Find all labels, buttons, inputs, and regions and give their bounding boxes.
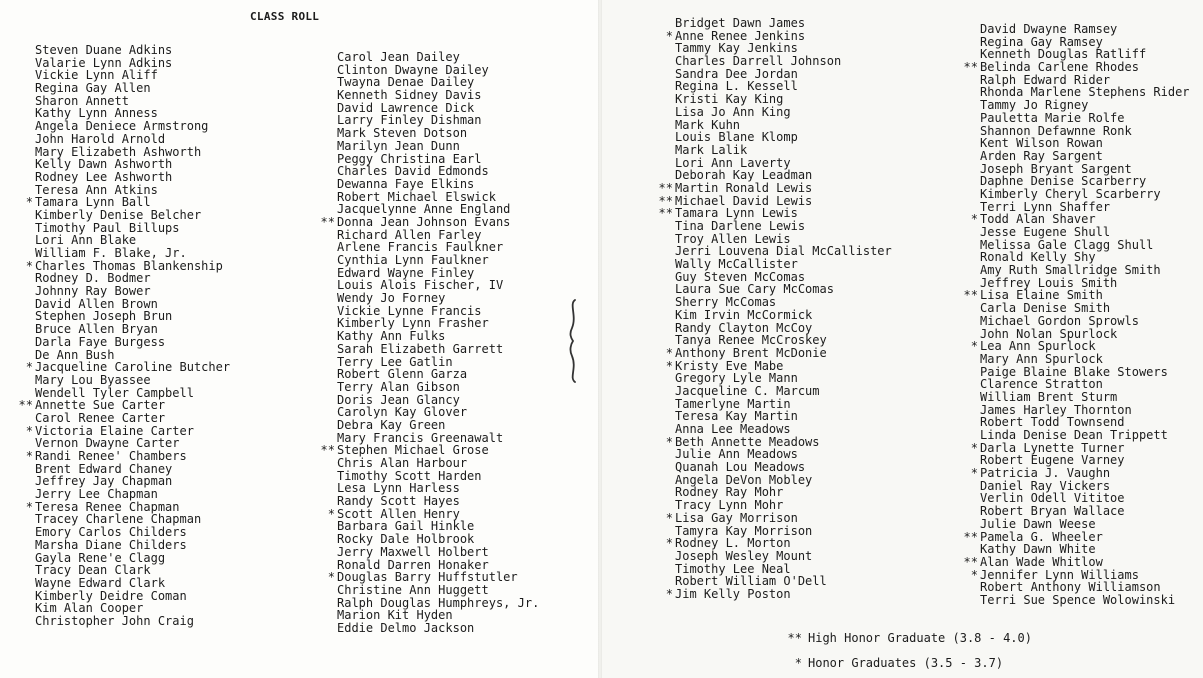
student-name-text: Michael Gordon Sprowls — [980, 313, 1139, 328]
student-name-text: Quanah Lou Meadows — [675, 460, 806, 475]
student-name-text: Robert Todd Townsend — [980, 415, 1125, 430]
student-name-text: Linda Denise Dean Trippett — [980, 428, 1168, 442]
student-name-text: Kelly Dawn Ashworth — [35, 157, 173, 172]
student-name-text: Tracy Lynn Mohr — [675, 498, 784, 513]
student-name-text: Melissa Gale Clagg Shull — [980, 237, 1154, 252]
student-name-text: Clinton Dwayne Dailey — [337, 62, 489, 77]
student-name-text: Regina Gay Ramsey — [980, 34, 1103, 49]
name-column-3 — [658, 16, 892, 601]
student-name-text: Daniel Ray Vickers — [980, 478, 1111, 493]
student-name-text: Beth Annette Meadows — [675, 434, 820, 449]
student-name-text: Arden Ray Sargent — [980, 148, 1103, 163]
student-name-text: Tammy Jo Rigney — [980, 98, 1089, 113]
student-name-text: Valarie Lynn Adkins — [35, 55, 173, 70]
student-name-text: Randy Scott Hayes — [337, 494, 460, 509]
student-name-text: Carla Denise Smith — [980, 301, 1111, 316]
student-name-text: Mark Lalik — [675, 142, 748, 157]
student-name-text: Edward Wayne Finley — [337, 265, 475, 280]
student-name-text: Carol Renee Carter — [35, 410, 166, 425]
student-name-text: Anna Lee Meadows — [675, 422, 791, 436]
student-name-text: Vickie Lynne Francis — [337, 303, 482, 318]
honor-mark: * — [665, 586, 673, 601]
student-name-text: Chris Alan Harbour — [337, 456, 468, 470]
honor-mark: * — [25, 360, 33, 375]
student-name-text: Sarah Elizabeth Garrett — [337, 341, 504, 356]
student-name-text: Terry Alan Gibson — [337, 379, 460, 394]
student-name-text: Marilyn Jean Dunn — [337, 138, 460, 153]
student-name-text: Louis Alois Fischer, IV — [337, 278, 504, 293]
honor-mark: ** — [658, 206, 673, 221]
student-name-text: Carol Jean Dailey — [337, 50, 460, 64]
student-name-text: Tamerlyne Martin — [675, 396, 791, 411]
student-name-text: Jesse Eugene Shull — [980, 225, 1111, 239]
student-name-text: Christine Ann Huggett — [337, 582, 489, 597]
student-name-text: Kathy Lynn Anness — [35, 106, 158, 121]
student-name — [665, 586, 892, 601]
student-name-text: Kathy Dawn White — [980, 542, 1096, 557]
student-name-text: Robert Anthony Williamson — [980, 580, 1161, 595]
student-name-text: William Brent Sturm — [980, 389, 1118, 404]
student-name-text: Gregory Lyle Mann — [675, 371, 798, 386]
student-name-text: Laura Sue Cary McComas — [675, 282, 834, 297]
student-name-text: Marsha Diane Childers — [35, 537, 187, 552]
name-column-2 — [320, 50, 540, 635]
student-name-text: Lori Ann Laverty — [675, 155, 791, 170]
honor-mark: * — [25, 499, 33, 514]
student-name — [35, 615, 230, 628]
student-name-text: Carolyn Kay Glover — [337, 405, 468, 420]
student-name-text: Jeffrey Jay Chapman — [35, 474, 173, 489]
student-name-text: Lea Ann Spurlock — [980, 339, 1096, 354]
honor-mark: * — [25, 258, 33, 273]
honor-mark: * — [665, 434, 673, 449]
honor-mark: * — [25, 449, 33, 463]
student-name-text: Michael David Lewis — [675, 193, 813, 208]
student-name-text: Emory Carlos Childers — [35, 525, 187, 540]
student-name-text: Kimberly Denise Belcher — [35, 207, 202, 222]
student-name-text: Stephen Joseph Brun — [35, 309, 173, 324]
student-name-text: Bruce Allen Bryan — [35, 322, 158, 337]
student-name-text: Mark Steven Dotson — [337, 126, 468, 141]
student-name-text: William F. Blake, Jr. — [35, 246, 187, 260]
student-name-text: Angela DeVon Mobley — [675, 472, 813, 487]
student-name-text: Kimberly Cheryl Scarberry — [980, 186, 1161, 201]
student-name-text: Wally McCallister — [675, 257, 798, 272]
student-name-text: Patricia J. Vaughn — [980, 466, 1111, 481]
student-name-text: Arlene Francis Faulkner — [337, 240, 504, 255]
honor-mark: ** — [320, 443, 335, 458]
student-name-text: Louis Blane Klomp — [675, 130, 798, 145]
student-name-text: Angela Deniece Armstrong — [35, 119, 209, 134]
student-name-text: Kim Irvin McCormick — [675, 307, 813, 322]
student-name — [980, 594, 1190, 607]
student-name-text: Johnny Ray Bower — [35, 284, 151, 299]
honor-mark: * — [327, 506, 335, 521]
honor-mark: * — [970, 567, 978, 582]
student-name-text: Stephen Michael Grose — [337, 443, 489, 458]
student-name-text: Ronald Kelly Shy — [980, 250, 1096, 265]
student-name — [337, 622, 539, 635]
student-name-text: Anne Renee Jenkins — [675, 28, 806, 43]
student-name-text: Larry Finley Dishman — [337, 113, 482, 128]
student-name-text: Terri Sue Spence Wolowinski — [980, 592, 1176, 607]
student-name-text: Timothy Lee Neal — [675, 561, 791, 576]
student-name-text: Debra Kay Green — [337, 417, 446, 432]
student-name-text: Mark Kuhn — [675, 117, 741, 132]
student-name-text: Mary Lou Byassee — [35, 372, 151, 387]
student-name-text: Tracey Charlene Chapman — [35, 512, 202, 527]
legend-high-honor — [778, 631, 1032, 645]
student-name-text: Kathy Ann Fulks — [337, 329, 446, 344]
student-name-text: Amy Ruth Smallridge Smith — [980, 263, 1161, 278]
student-name-text: Richard Allen Farley — [337, 227, 482, 242]
student-name-text: Belinda Carlene Rhodes — [980, 60, 1139, 75]
student-name-text: Joseph Wesley Mount — [675, 548, 813, 563]
page-title: CLASS ROLL — [250, 10, 320, 23]
student-name-text: Ralph Douglas Humphreys, Jr. — [337, 595, 540, 610]
student-name-text: Regina Gay Allen — [35, 81, 151, 96]
student-name-text: Randy Clayton McCoy — [675, 320, 813, 335]
student-name-text: Lesa Lynn Harless — [337, 481, 460, 496]
student-name-text: Shannon Defawnne Ronk — [980, 123, 1132, 138]
student-name-text: Regina L. Kessell — [675, 79, 798, 94]
student-name-text: Pamela G. Wheeler — [980, 529, 1103, 544]
student-name-text: Tammy Kay Jenkins — [675, 41, 798, 56]
student-name-text: Ronald Darren Honaker — [337, 557, 489, 572]
student-name-text: Wendy Jo Forney — [337, 291, 446, 306]
student-name-text: David Lawrence Dick — [337, 100, 475, 115]
honor-mark: ** — [658, 193, 673, 208]
student-name-text: Robert Eugene Varney — [980, 453, 1125, 468]
student-name-text: Paige Blaine Blake Stowers — [980, 364, 1168, 379]
legend-honor — [778, 656, 1003, 670]
student-name-text: Barbara Gail Hinkle — [337, 519, 475, 534]
legend-honor-label: Honor Graduates (3.5 - 3.7) — [808, 656, 1004, 670]
student-name-text: Cynthia Lynn Faulkner — [337, 253, 489, 267]
student-name-text: Rocky Dale Holbrook — [337, 532, 475, 547]
student-name-text: Charles Thomas Blankenship — [35, 258, 223, 273]
student-name-text: Terri Lynn Shaffer — [980, 199, 1111, 214]
student-name-text: Rodney D. Bodmer — [35, 271, 151, 286]
student-name-text: Mary Ann Spurlock — [980, 351, 1103, 366]
student-name-text: Kristy Eve Mabe — [675, 358, 784, 373]
student-name-text: Kenneth Douglas Ratliff — [980, 47, 1147, 62]
student-name-text: Teresa Kay Martin — [675, 409, 798, 424]
honor-mark: * — [327, 570, 335, 585]
student-name-text: Charles Darrell Johnson — [675, 54, 842, 69]
student-name-text: Kimberly Deidre Coman — [35, 588, 187, 603]
student-name-text: Steven Duane Adkins — [35, 43, 173, 57]
honor-mark: ** — [18, 398, 33, 413]
student-name-text: Douglas Barry Huffstutler — [337, 570, 518, 585]
student-name-text: Clarence Stratton — [980, 377, 1103, 392]
student-name-text: Jim Kelly Poston — [675, 586, 791, 601]
honor-mark: * — [970, 440, 978, 455]
student-name-text: Lori Ann Blake — [35, 233, 137, 248]
student-name-text: Daphne Denise Scarberry — [980, 174, 1147, 189]
student-name-text: Bridget Dawn James — [675, 16, 806, 30]
student-name-text: Terry Lee Gatlin — [337, 354, 453, 369]
student-name-text: David Allen Brown — [35, 296, 158, 311]
student-name-text: Timothy Paul Billups — [35, 220, 180, 235]
honor-mark: * — [665, 28, 673, 43]
student-name-text: Robert Michael Elswick — [337, 189, 496, 204]
student-name-text: Verlin Odell Vititoe — [980, 491, 1125, 506]
legend-high-honor-label: High Honor Graduate (3.8 - 4.0) — [808, 631, 1032, 645]
student-name-text: Ralph Edward Rider — [980, 72, 1111, 87]
student-name-text: Kimberly Lynn Frasher — [337, 316, 489, 331]
student-name-text: Martin Ronald Lewis — [675, 180, 813, 195]
student-name-text: Pauletta Marie Rolfe — [980, 110, 1125, 125]
student-name-text: Jacqueline C. Marcum — [675, 383, 820, 398]
student-name-text: Jennifer Lynn Williams — [980, 567, 1139, 582]
student-name-text: Tamara Lynn Ball — [35, 195, 151, 210]
student-name-text: Robert Glenn Garza — [337, 367, 468, 382]
honor-mark: * — [665, 358, 673, 373]
name-column-1 — [18, 43, 231, 628]
student-name-text: Rhonda Marlene Stephens Rider — [980, 85, 1190, 100]
student-name-text: Sharon Annett — [35, 93, 129, 108]
honor-mark: ** — [963, 554, 978, 569]
student-name-text: Twayna Denae Dailey — [337, 75, 475, 90]
student-name-text: Rodney Lee Ashworth — [35, 169, 173, 184]
student-name-text: Deborah Kay Leadman — [675, 168, 813, 183]
student-name-text: Julie Ann Meadows — [675, 447, 798, 462]
student-name-text: Peggy Christina Earl — [337, 151, 482, 166]
student-name-text: Darla Lynette Turner — [980, 440, 1125, 455]
student-name-text: Troy Allen Lewis — [675, 231, 791, 246]
student-name-text: Guy Steven McComas — [675, 269, 806, 284]
student-name-text: Kristi Kay King — [675, 92, 784, 107]
student-name-text: Vernon Dwayne Carter — [35, 436, 180, 451]
student-name-text: Wendell Tyler Campbell — [35, 385, 194, 400]
student-name-text: Mary Elizabeth Ashworth — [35, 144, 202, 159]
page-fold — [598, 0, 602, 678]
student-name-text: Lisa Jo Ann King — [675, 104, 791, 119]
student-name-text: Dewanna Faye Elkins — [337, 176, 475, 191]
student-name-text: Annette Sue Carter — [35, 398, 166, 413]
student-name-text: Kim Alan Cooper — [35, 601, 144, 616]
student-name-text: Mary Francis Greenawalt — [337, 430, 504, 445]
student-name-text: Tamyra Kay Morrison — [675, 523, 813, 538]
student-name-text: Darla Faye Burgess — [35, 334, 166, 349]
student-name-text: Jerry Lee Chapman — [35, 487, 158, 502]
student-name-text: Lisa Gay Morrison — [675, 510, 798, 525]
student-name-text: Alan Wade Whitlow — [980, 554, 1103, 569]
student-name-text: Robert William O'Dell — [675, 574, 827, 589]
student-name-text: David Dwayne Ramsey — [980, 22, 1118, 36]
student-name-text: Wayne Edward Clark — [35, 575, 166, 590]
student-name-text: Robert Bryan Wallace — [980, 504, 1125, 519]
student-name-text: Jacquelynne Anne England — [337, 202, 511, 217]
student-name-text: John Nolan Spurlock — [980, 326, 1118, 341]
honor-mark: ** — [658, 180, 673, 195]
student-name-text: Sandra Dee Jordan — [675, 66, 798, 81]
student-name-text: Timothy Scott Harden — [337, 468, 482, 483]
student-name-text: Tamara Lynn Lewis — [675, 206, 798, 221]
student-name-text: Rodney L. Morton — [675, 536, 791, 551]
student-name-text: Christopher John Craig — [35, 613, 194, 628]
student-name-text: John Harold Arnold — [35, 131, 166, 146]
student-name-text: Jerry Maxwell Holbert — [337, 544, 489, 559]
student-name-text: Kent Wilson Rowan — [980, 136, 1103, 151]
honor-mark: * — [970, 212, 978, 227]
legend-high-honor-mark: ** — [787, 631, 802, 645]
student-name-text: Rodney Ray Mohr — [675, 485, 784, 500]
student-name-text: Sherry McComas — [675, 295, 777, 310]
honor-mark: ** — [320, 214, 335, 229]
continuation-brace-icon — [563, 298, 583, 384]
student-name-text: Victoria Elaine Carter — [35, 423, 194, 438]
student-name-text: Gayla Rene'e Clagg — [35, 550, 166, 565]
honor-mark: * — [25, 423, 33, 438]
honor-mark: * — [665, 536, 673, 551]
student-name-text: Jeffrey Louis Smith — [980, 275, 1118, 290]
name-column-4 — [963, 22, 1190, 607]
student-name-text: Tracy Dean Clark — [35, 563, 151, 578]
student-name-text: Charles David Edmonds — [337, 164, 489, 179]
student-name-text: Marion Kit Hyden — [337, 608, 453, 623]
student-name-text: Brent Edward Chaney — [35, 461, 173, 476]
student-name-text: Kenneth Sidney Davis — [337, 88, 482, 103]
honor-mark: * — [665, 345, 673, 360]
honor-mark: * — [970, 339, 978, 354]
student-name-text: Tina Darlene Lewis — [675, 219, 806, 233]
legend-honor-mark: * — [794, 656, 802, 670]
student-name-text: Eddie Delmo Jackson — [337, 620, 475, 635]
honor-mark: ** — [963, 60, 978, 75]
student-name-text: Tanya Renee McCroskey — [675, 333, 827, 348]
student-name-text: Julie Dawn Weese — [980, 516, 1096, 531]
student-name-text: Vickie Lynn Aliff — [35, 68, 158, 83]
student-name-text: Randi Renee' Chambers — [35, 449, 187, 463]
honor-mark: ** — [963, 529, 978, 544]
student-name-text: Lisa Elaine Smith — [980, 288, 1103, 303]
student-name-text: Joseph Bryant Sargent — [980, 161, 1132, 176]
student-name-text: Donna Jean Johnson Evans — [337, 214, 511, 229]
student-name-text: Jacqueline Caroline Butcher — [35, 360, 231, 375]
student-name-text: James Harley Thornton — [980, 402, 1132, 417]
honor-mark: * — [970, 466, 978, 481]
honor-mark: * — [665, 510, 673, 525]
student-name-text: Anthony Brent McDonie — [675, 345, 827, 360]
honor-mark: * — [25, 195, 33, 210]
honor-mark: ** — [963, 288, 978, 303]
student-name-text: Jerri Louvena Dial McCallister — [675, 244, 892, 259]
student-name-text: Scott Allen Henry — [337, 506, 460, 521]
student-name-text: De Ann Bush — [35, 347, 115, 362]
student-name-text: Doris Jean Glancy — [337, 392, 460, 407]
student-name-text: Teresa Ann Atkins — [35, 182, 158, 197]
student-name-text: Todd Alan Shaver — [980, 212, 1096, 227]
student-name-text: Teresa Renee Chapman — [35, 499, 180, 514]
